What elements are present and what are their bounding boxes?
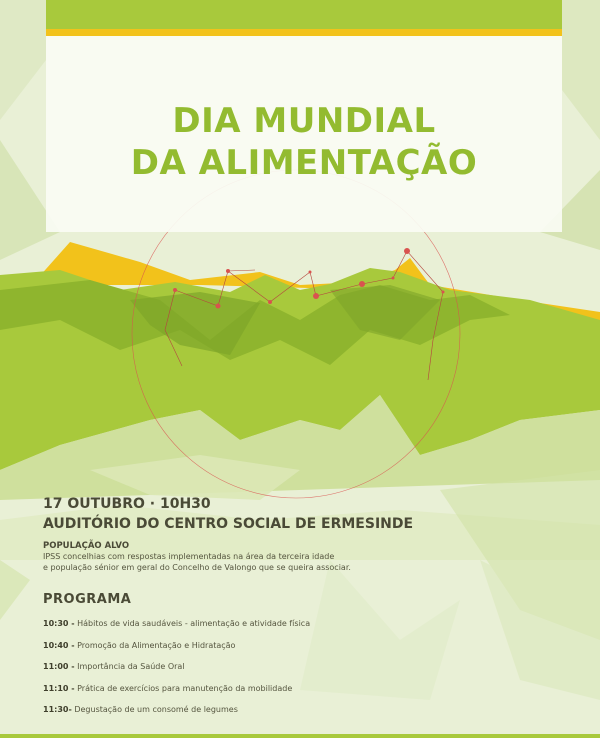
programa-text: Hábitos de vida saudáveis - alimentação e atividade física — [74, 619, 311, 628]
programa-text: Importância da Saúde Oral — [74, 662, 185, 671]
event-date: 17 OUTUBRO · 10H30 — [43, 496, 211, 512]
programa-time: 10:30 - — [43, 619, 75, 628]
programa-text: Prática de exercícios para manutenção da mobilidade — [74, 683, 293, 693]
programa-item — [43, 661, 310, 683]
title-box — [46, 0, 562, 232]
target-line-2: e população sénior em geral do Concelho de Valongo que se queira associar. — [43, 563, 351, 572]
programa-time: 11:10 - — [43, 683, 75, 693]
programa-text: Promoção da Alimentação e Hidratação — [74, 640, 236, 650]
programa-item — [43, 704, 310, 726]
title-line-2: DA ALIMENTAÇÃO — [130, 143, 478, 183]
event-info — [43, 494, 413, 534]
header-green-bar — [46, 0, 562, 29]
target-line-1: IPSS concelhias com respostas implementadas na área da terceira idade — [43, 552, 335, 561]
programa-item — [43, 683, 310, 705]
target-description — [43, 551, 351, 573]
programa-title: PROGRAMA — [43, 592, 132, 607]
programa-text: Degustação de um consomé de legumes — [71, 705, 238, 714]
title-line-1: DIA MUNDIAL — [172, 101, 436, 141]
programa-item — [43, 618, 310, 640]
programa-time: 10:40 - — [43, 640, 75, 650]
header-yellow-bar — [46, 29, 562, 36]
programa-time: 11:00 - — [43, 662, 75, 671]
programa-time: 11:30- — [43, 705, 72, 714]
poster-title — [46, 100, 562, 184]
event-venue: AUDITÓRIO DO CENTRO SOCIAL DE ERMESINDE — [43, 516, 414, 532]
programa-list — [43, 618, 310, 726]
programa-item — [43, 640, 310, 662]
target-label: POPULAÇÃO ALVO — [43, 541, 130, 551]
